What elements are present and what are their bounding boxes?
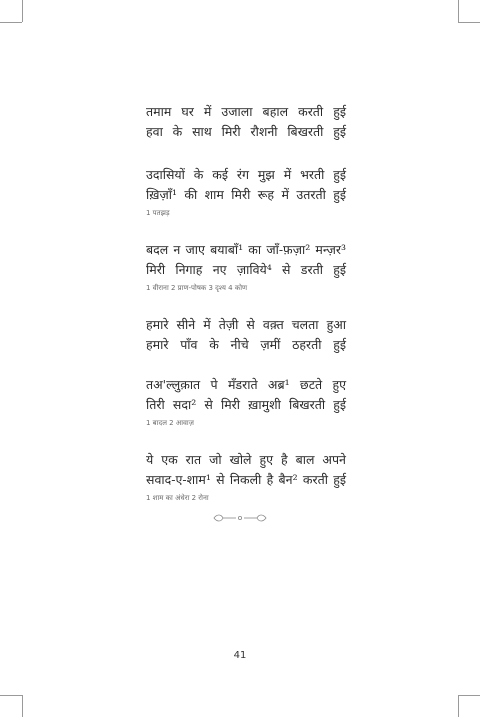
verse-line: हमारे पाँव के नीचे ज़मीं ठहरती हुई bbox=[146, 337, 346, 352]
crop-mark bbox=[22, 695, 23, 717]
verse-line: तअ'ल्लुक़ात पे मँडराते अब्र¹ छटते हुए bbox=[146, 377, 346, 392]
couplet-1 bbox=[146, 102, 346, 142]
crop-mark bbox=[0, 695, 22, 696]
verse-line: उदासियों के कई रंग मुझ में भरती हुई bbox=[146, 167, 346, 182]
verse-line: हवा के साथ मिरी रौशनी बिखरती हुई bbox=[146, 124, 346, 139]
verse-line: तिरी सदा² से मिरी ख़ामुशी बिखरती हुई bbox=[146, 397, 346, 412]
verse-line: हमारे सीने में तेज़ी से वक़्त चलता हुआ bbox=[146, 317, 346, 332]
verse-line: ये एक रात जो खोले हुए है बाल अपने bbox=[146, 452, 346, 467]
couplet-3 bbox=[146, 240, 346, 294]
couplet-4 bbox=[146, 315, 346, 355]
verse-line: मिरी निगाह नए ज़ाविये⁴ से डरती हुई bbox=[146, 262, 346, 277]
verse-line: तमाम घर में उजाला बहाल करती हुई bbox=[146, 104, 346, 119]
page-number: 41 bbox=[233, 650, 247, 661]
couplet-2 bbox=[146, 165, 346, 219]
crop-mark bbox=[22, 0, 23, 22]
footnote: 1 शाम का अंधेरा 2 रोना bbox=[146, 494, 209, 502]
crop-mark bbox=[458, 695, 480, 696]
crop-mark bbox=[458, 695, 459, 717]
crop-mark bbox=[0, 22, 22, 23]
verse-line: बदल न जाए बयाबाँ¹ का जाँ-फ़ज़ा² मन्ज़र³ bbox=[146, 242, 346, 257]
verse-line: ख़िज़ाँ¹ की शाम मिरी रूह में उतरती हुई bbox=[146, 187, 346, 202]
crop-mark bbox=[458, 22, 480, 23]
flourish-icon bbox=[212, 513, 268, 523]
footnote: 1 पतझड़ bbox=[146, 209, 170, 217]
footnote: 1 बादल 2 आवाज़ bbox=[146, 419, 194, 427]
couplet-6 bbox=[146, 450, 346, 504]
footnote: 1 वीराना 2 प्राण-पोषक 3 दृश्य 4 कोण bbox=[146, 284, 248, 292]
couplet-5 bbox=[146, 375, 346, 429]
verse-line: सवाद-ए-शाम¹ से निकली है बैन² करती हुई bbox=[146, 472, 346, 487]
crop-mark bbox=[458, 0, 459, 22]
